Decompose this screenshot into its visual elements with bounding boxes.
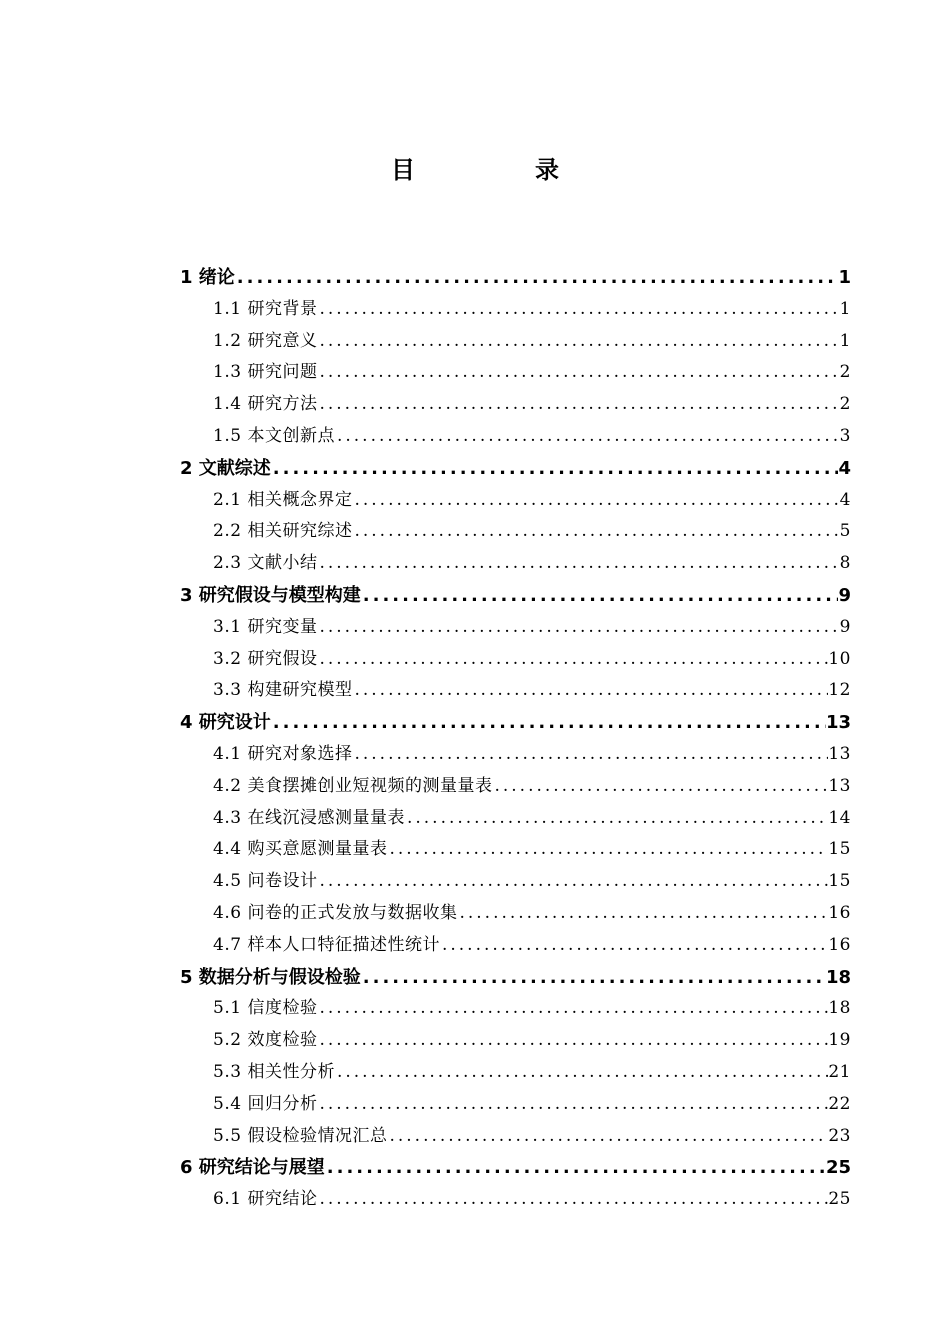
toc-dot-leader [317, 548, 839, 580]
toc-dot-leader [317, 389, 839, 421]
toc-page-number: 13 [828, 775, 851, 796]
toc-page-number: 13 [825, 712, 851, 734]
toc-entry-label: 1.4 研究方法 [213, 394, 318, 415]
toc-entry-label: 4.7 样本人口特征描述性统计 [213, 934, 440, 955]
toc-entry-label: 6 研究结论与展望 [180, 1157, 325, 1179]
toc-dot-leader [361, 580, 839, 612]
toc-page-number: 4 [839, 489, 851, 510]
toc-title: 目 录 [391, 156, 607, 184]
toc-dot-leader [317, 1184, 828, 1216]
toc-dot-leader [271, 453, 839, 485]
toc-section-entry[interactable] [180, 866, 851, 898]
toc-entry-label: 3.1 研究变量 [213, 616, 318, 637]
toc-dot-leader [405, 803, 828, 835]
toc-dot-leader [317, 866, 828, 898]
toc-page-number: 16 [828, 934, 851, 955]
toc-section-entry[interactable] [180, 548, 851, 580]
toc-section-entry[interactable] [180, 644, 851, 676]
toc-dot-leader [271, 707, 826, 739]
toc-entry-label: 4.1 研究对象选择 [213, 743, 353, 764]
toc-dot-leader [440, 930, 828, 962]
toc-dot-leader [317, 294, 839, 326]
toc-page-number: 21 [828, 1061, 851, 1082]
toc-page-number: 2 [839, 394, 851, 415]
toc-dot-leader [317, 644, 828, 676]
toc-dot-leader [317, 326, 839, 358]
toc-chapter-entry[interactable] [180, 707, 851, 739]
toc-section-entry[interactable] [180, 612, 851, 644]
toc-dot-leader [492, 771, 828, 803]
toc-page-number: 3 [839, 425, 851, 446]
toc-dot-leader [325, 1152, 826, 1184]
toc-entry-label: 4.6 问卷的正式发放与数据收集 [213, 902, 458, 923]
toc-page-number: 15 [828, 839, 851, 860]
toc-entry-label: 4.4 购买意愿测量量表 [213, 839, 388, 860]
toc-entry-label: 5.3 相关性分析 [213, 1061, 335, 1082]
toc-dot-leader [335, 421, 840, 453]
toc-chapter-entry[interactable] [180, 1152, 851, 1184]
toc-section-entry[interactable] [180, 898, 851, 930]
toc-chapter-entry[interactable] [180, 962, 851, 994]
toc-dot-leader [352, 739, 828, 771]
toc-page-number: 16 [828, 902, 851, 923]
toc-dot-leader [235, 262, 839, 294]
toc-dot-leader [317, 612, 839, 644]
toc-entry-label: 2.1 相关概念界定 [213, 489, 353, 510]
toc-page-number: 14 [828, 807, 851, 828]
toc-entry-label: 5.2 效度检验 [213, 1030, 318, 1051]
toc-page-number: 8 [839, 553, 851, 574]
toc-dot-leader [457, 898, 828, 930]
toc-page-number: 4 [838, 457, 851, 479]
toc-page-number: 22 [828, 1093, 851, 1114]
toc-page-number: 19 [828, 1030, 851, 1051]
toc-page-number: 18 [825, 966, 851, 988]
toc-section-entry[interactable] [180, 739, 851, 771]
table-of-contents [180, 262, 851, 1216]
toc-dot-leader [387, 1121, 828, 1153]
toc-section-entry[interactable] [180, 834, 851, 866]
toc-entry-label: 6.1 研究结论 [213, 1189, 318, 1210]
toc-page-number: 12 [828, 680, 851, 701]
toc-page-number: 9 [839, 616, 851, 637]
toc-dot-leader [317, 1025, 828, 1057]
toc-section-entry[interactable] [180, 389, 851, 421]
toc-dot-leader [317, 993, 828, 1025]
toc-entry-label: 3.2 研究假设 [213, 648, 318, 669]
toc-entry-label: 1.2 研究意义 [213, 330, 318, 351]
toc-page-number: 13 [828, 743, 851, 764]
toc-section-entry[interactable] [180, 930, 851, 962]
toc-page-number: 1 [839, 330, 851, 351]
toc-section-entry[interactable] [180, 516, 851, 548]
toc-section-entry[interactable] [180, 485, 851, 517]
toc-section-entry[interactable] [180, 421, 851, 453]
toc-section-entry[interactable] [180, 771, 851, 803]
toc-entry-label: 2.2 相关研究综述 [213, 521, 353, 542]
toc-dot-leader [352, 485, 839, 517]
toc-page-number: 1 [838, 267, 851, 288]
toc-entry-label: 3.3 构建研究模型 [213, 680, 353, 701]
toc-dot-leader [361, 962, 826, 994]
toc-chapter-entry[interactable] [180, 580, 851, 612]
toc-section-entry[interactable] [180, 1121, 851, 1153]
toc-entry-label: 5.1 信度检验 [213, 998, 318, 1019]
toc-page-number: 9 [838, 584, 851, 606]
toc-page-number: 1 [839, 298, 851, 319]
toc-page-number: 5 [839, 521, 851, 542]
toc-section-entry[interactable] [180, 803, 851, 835]
toc-dot-leader [387, 834, 828, 866]
toc-section-entry[interactable] [180, 294, 851, 326]
toc-dot-leader [317, 1089, 828, 1121]
toc-entry-label: 5.4 回归分析 [213, 1093, 318, 1114]
toc-entry-label: 4.3 在线沉浸感测量量表 [213, 807, 405, 828]
toc-page-number: 25 [828, 1189, 851, 1210]
toc-dot-leader [352, 675, 828, 707]
toc-page-number: 10 [828, 648, 851, 669]
toc-dot-leader [317, 357, 839, 389]
toc-section-entry[interactable] [180, 993, 851, 1025]
toc-section-entry[interactable] [180, 357, 851, 389]
toc-entry-label: 1.3 研究问题 [213, 362, 318, 383]
toc-dot-leader [352, 516, 839, 548]
toc-dot-leader [335, 1057, 828, 1089]
toc-entry-label: 4.2 美食摆摊创业短视频的测量量表 [213, 775, 493, 796]
toc-page-number: 2 [839, 362, 851, 383]
toc-page-number: 25 [825, 1157, 851, 1179]
toc-entry-label: 2 文献综述 [180, 457, 271, 479]
toc-entry-label: 1.5 本文创新点 [213, 425, 335, 446]
toc-entry-label: 3 研究假设与模型构建 [180, 584, 361, 606]
toc-section-entry[interactable] [180, 1184, 851, 1216]
toc-entry-label: 1.1 研究背景 [213, 298, 318, 319]
toc-entry-label: 5.5 假设检验情况汇总 [213, 1125, 388, 1146]
toc-entry-label: 5 数据分析与假设检验 [180, 966, 361, 988]
toc-entry-label: 2.3 文献小结 [213, 553, 318, 574]
toc-entry-label: 4.5 问卷设计 [213, 871, 318, 892]
toc-chapter-entry[interactable] [180, 262, 851, 294]
toc-section-entry[interactable] [180, 1025, 851, 1057]
toc-page-number: 18 [828, 998, 851, 1019]
toc-page-number: 23 [828, 1125, 851, 1146]
toc-entry-label: 1 绪论 [180, 267, 235, 288]
toc-section-entry[interactable] [180, 1089, 851, 1121]
toc-section-entry[interactable] [180, 1057, 851, 1089]
toc-chapter-entry[interactable] [180, 453, 851, 485]
toc-entry-label: 4 研究设计 [180, 712, 271, 734]
toc-page-number: 15 [828, 871, 851, 892]
toc-section-entry[interactable] [180, 675, 851, 707]
toc-section-entry[interactable] [180, 326, 851, 358]
